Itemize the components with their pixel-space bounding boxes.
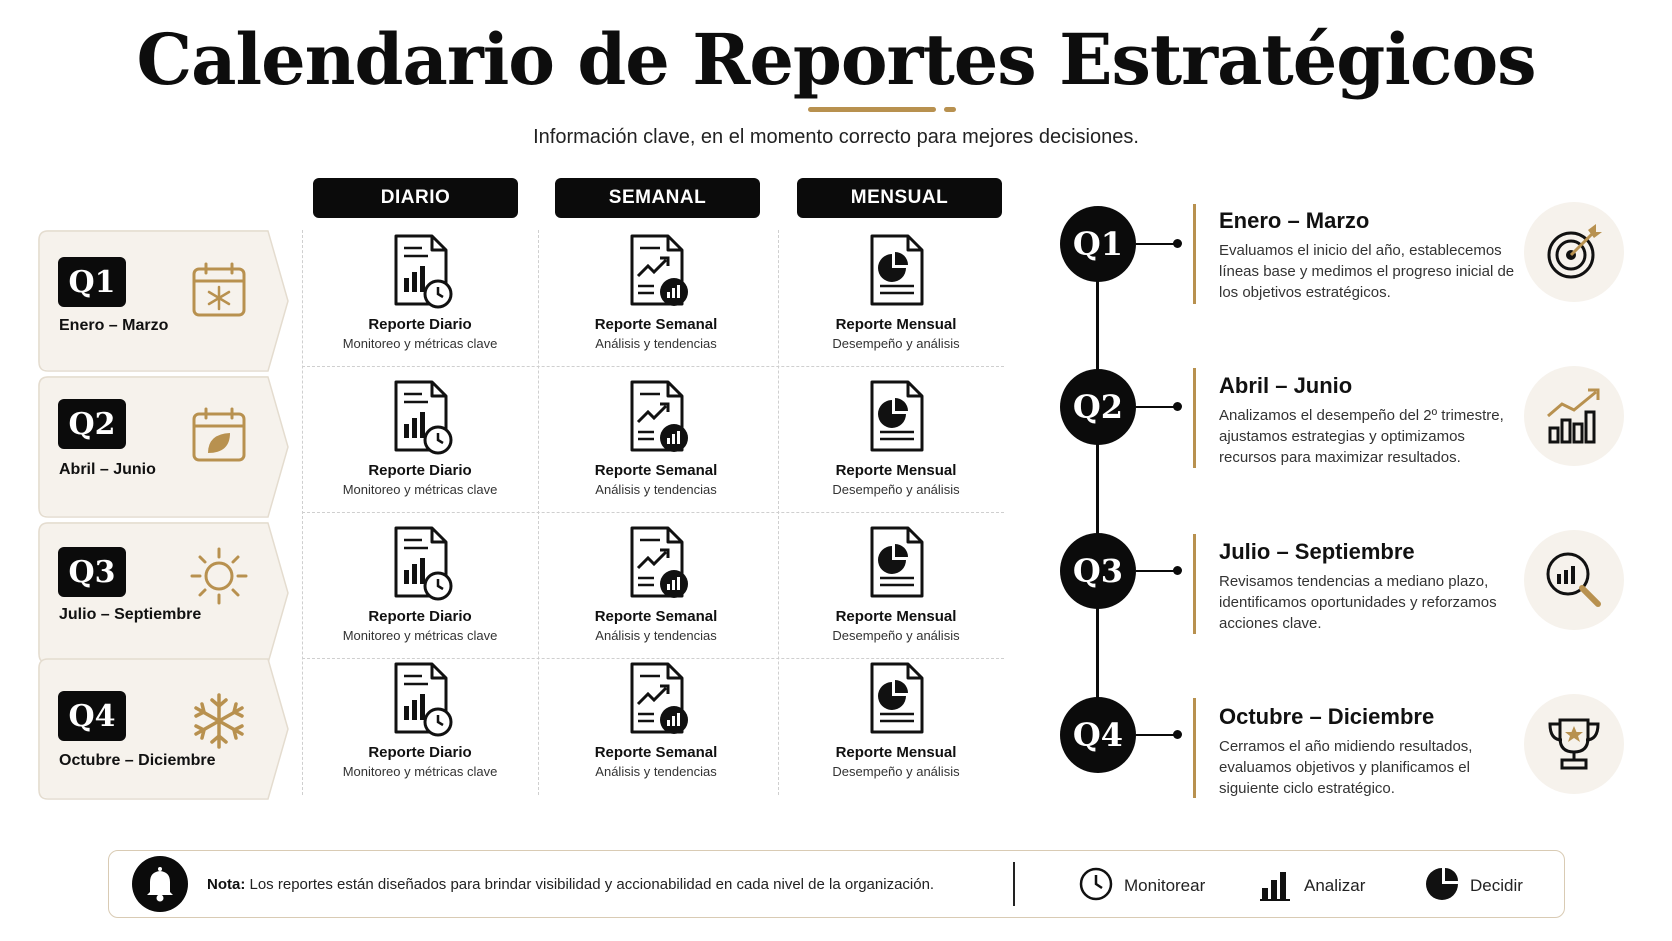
report-cell <box>302 658 538 798</box>
report-title: Reporte Diario <box>368 462 472 479</box>
report-title: Reporte Diario <box>368 608 472 625</box>
timeline-circle: Q3 <box>1060 533 1136 609</box>
timeline-line <box>1096 245 1099 735</box>
report-subtitle: Desempeño y análisis <box>832 628 960 643</box>
quarter-badge: Q3 <box>58 547 126 597</box>
quarter-range: Abril – Junio <box>59 461 156 478</box>
timeline-icon-bg <box>1524 694 1624 794</box>
timeline-accent-bar <box>1193 204 1196 304</box>
timeline-description: Revisamos tendencias a mediano plazo, identificamos oportunidades y reforzamos acciones clave. <box>1219 573 1497 632</box>
report-cell <box>778 376 1014 516</box>
report-cell <box>538 522 774 662</box>
daily-report-icon <box>388 662 454 738</box>
timeline-accent-bar <box>1193 698 1196 798</box>
bell-icon <box>132 856 188 912</box>
report-title: Reporte Diario <box>368 744 472 761</box>
timeline-description: Analizamos el desempeño del 2º trimestre, ajustamos estrategias y optimizamos recursos para maximizar resultados. <box>1219 407 1504 466</box>
snowflake-icon <box>190 692 248 750</box>
timeline-description: Cerramos el año midiendo resultados, evaluamos objetivos y planificamos el siguiente ciclo estratégico. <box>1219 738 1473 797</box>
column-header-mensual: MENSUAL <box>797 178 1002 218</box>
note-label: Nota: <box>207 876 246 893</box>
page-title: Calendario de Reportes Estratégicos <box>136 18 1536 101</box>
timeline-connector <box>1136 570 1176 572</box>
report-subtitle: Monitoreo y métricas clave <box>342 482 498 497</box>
monthly-report-icon <box>864 526 930 602</box>
timeline-title: Octubre – Diciembre <box>1219 704 1435 729</box>
timeline-accent-bar <box>1193 534 1196 634</box>
report-subtitle: Análisis y tendencias <box>595 336 717 351</box>
legend-label-decidir: Decidir <box>1470 876 1523 895</box>
column-header-diario: DIARIO <box>313 178 518 218</box>
monthly-report-icon <box>864 662 930 738</box>
timeline-circle: Q1 <box>1060 206 1136 282</box>
timeline-dot <box>1173 239 1182 248</box>
report-cell <box>778 230 1014 370</box>
quarter-range: Enero – Marzo <box>59 317 169 334</box>
report-cell <box>538 376 774 516</box>
legend-label-monitorear: Monitorear <box>1124 876 1206 895</box>
weekly-report-icon <box>624 662 690 738</box>
quarter-badge: Q4 <box>58 691 126 741</box>
monthly-report-icon <box>864 234 930 310</box>
report-cell <box>302 522 538 662</box>
daily-report-icon <box>388 526 454 602</box>
report-title: Reporte Semanal <box>594 316 718 333</box>
report-title: Reporte Diario <box>368 316 472 333</box>
quarter-badge: Q1 <box>58 257 126 307</box>
weekly-report-icon <box>624 526 690 602</box>
bar-chart-icon <box>1258 866 1294 902</box>
report-cell <box>302 376 538 516</box>
report-subtitle: Desempeño y análisis <box>832 336 960 351</box>
timeline-description: Evaluamos el inicio del año, establecemos líneas base y medimos el progreso inicial de los objetivos estratégicos. <box>1219 242 1515 301</box>
timeline-accent-bar <box>1193 368 1196 468</box>
report-cell <box>778 658 1014 798</box>
growth-chart-icon <box>1544 386 1604 446</box>
timeline-icon-bg <box>1524 202 1624 302</box>
legend-label-analizar: Analizar <box>1304 876 1366 895</box>
clock-icon <box>1078 866 1114 902</box>
note-body: Los reportes están diseñados para brindar visibilidad y accionabilidad en cada nivel de la organización. <box>249 876 935 893</box>
report-subtitle: Monitoreo y métricas clave <box>342 628 498 643</box>
timeline-circle: Q4 <box>1060 697 1136 773</box>
report-title: Reporte Mensual <box>835 316 957 333</box>
page-subtitle: Información clave, en el momento correcto para mejores decisiones. <box>533 126 1139 148</box>
title-underline-dot <box>944 107 956 112</box>
report-subtitle: Análisis y tendencias <box>595 764 717 779</box>
report-title: Reporte Mensual <box>835 608 957 625</box>
monthly-report-icon <box>864 380 930 456</box>
calendar-snowflake-icon <box>190 261 248 319</box>
report-subtitle: Análisis y tendencias <box>595 482 717 497</box>
daily-report-icon <box>388 234 454 310</box>
report-subtitle: Monitoreo y métricas clave <box>342 336 498 351</box>
title-underline <box>808 107 936 112</box>
timeline-connector <box>1136 406 1176 408</box>
sun-icon <box>190 547 248 605</box>
timeline-title: Julio – Septiembre <box>1219 539 1415 564</box>
weekly-report-icon <box>624 380 690 456</box>
report-cell <box>538 658 774 798</box>
quarter-range: Julio – Septiembre <box>59 606 202 623</box>
report-subtitle: Monitoreo y métricas clave <box>342 764 498 779</box>
report-cell <box>778 522 1014 662</box>
trophy-icon <box>1544 714 1604 774</box>
report-title: Reporte Mensual <box>835 462 957 479</box>
report-subtitle: Desempeño y análisis <box>832 764 960 779</box>
report-title: Reporte Semanal <box>594 462 718 479</box>
daily-report-icon <box>388 380 454 456</box>
timeline-dot <box>1173 566 1182 575</box>
report-cell <box>302 230 538 370</box>
quarter-badge: Q2 <box>58 399 126 449</box>
report-subtitle: Desempeño y análisis <box>832 482 960 497</box>
note-text <box>207 876 934 893</box>
timeline-title: Enero – Marzo <box>1219 208 1370 233</box>
report-subtitle: Análisis y tendencias <box>595 628 717 643</box>
report-title: Reporte Semanal <box>594 744 718 761</box>
column-header-semanal: SEMANAL <box>555 178 760 218</box>
magnifier-chart-icon <box>1544 550 1604 610</box>
quarter-range: Octubre – Diciembre <box>59 752 216 769</box>
weekly-report-icon <box>624 234 690 310</box>
timeline-connector <box>1136 734 1176 736</box>
timeline-circle: Q2 <box>1060 369 1136 445</box>
timeline-icon-bg <box>1524 530 1624 630</box>
timeline-title: Abril – Junio <box>1219 373 1353 398</box>
pie-chart-icon <box>1424 866 1460 902</box>
report-cell <box>538 230 774 370</box>
calendar-leaf-icon <box>190 406 248 464</box>
timeline-dot <box>1173 730 1182 739</box>
timeline-icon-bg <box>1524 366 1624 466</box>
note-divider <box>1013 862 1015 906</box>
target-icon <box>1544 222 1604 282</box>
timeline-dot <box>1173 402 1182 411</box>
report-title: Reporte Semanal <box>594 608 718 625</box>
report-title: Reporte Mensual <box>835 744 957 761</box>
timeline-connector <box>1136 243 1176 245</box>
